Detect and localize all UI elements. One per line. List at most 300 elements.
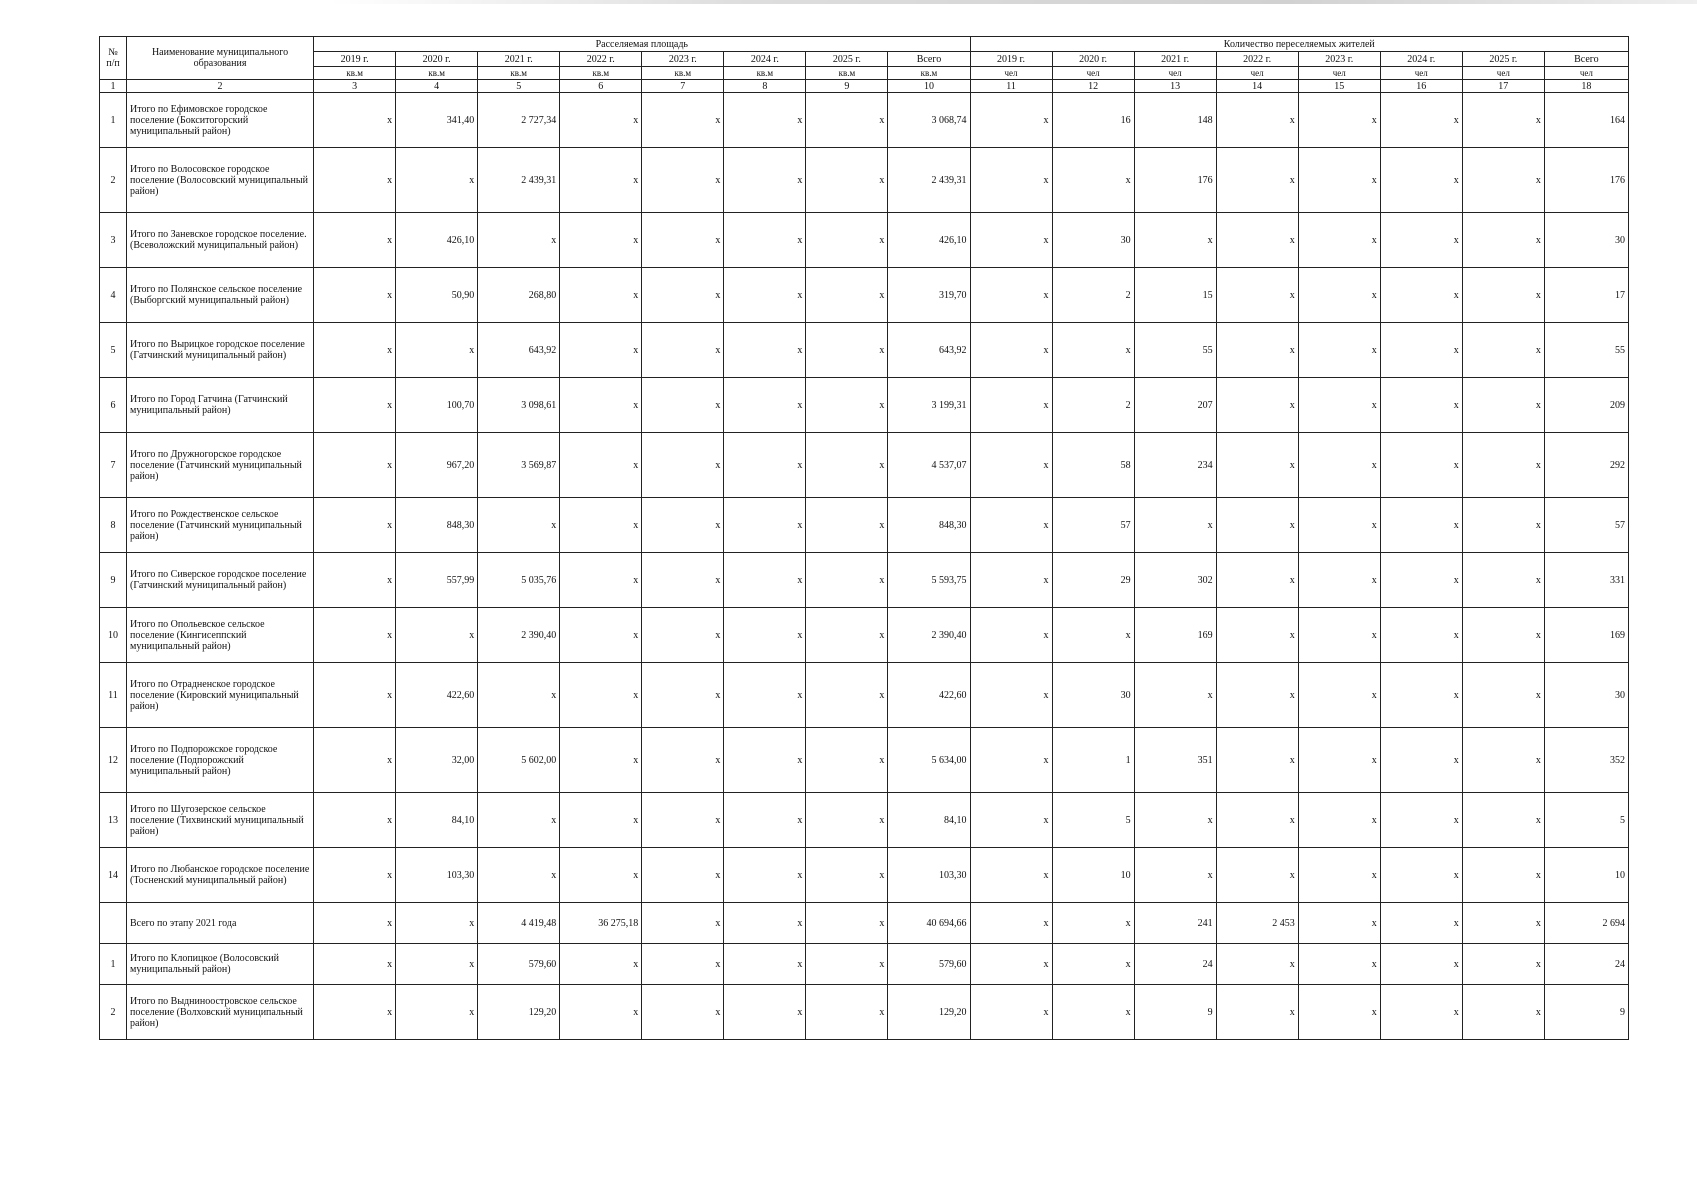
people-cell: x [1216,985,1298,1040]
area-cell: 32,00 [396,728,478,793]
people-cell: x [1216,323,1298,378]
area-unit-header: кв.м [642,67,724,80]
people-cell: 30 [1544,213,1628,268]
people-cell: x [1052,608,1134,663]
people-unit-header: чел [1134,67,1216,80]
area-cell: x [314,433,396,498]
people-cell: x [970,793,1052,848]
people-cell: x [1216,728,1298,793]
people-cell: 302 [1134,553,1216,608]
table-row [100,728,1629,793]
municipality-name: Итого по Отрадненское городское поселение (Кировский муниципальный район) [127,663,314,728]
people-cell: 207 [1134,378,1216,433]
people-cell: 169 [1134,608,1216,663]
people-cell: x [970,268,1052,323]
area-cell: x [560,148,642,213]
people-cell: 148 [1134,93,1216,148]
area-cell: x [724,663,806,728]
people-year-header: 2025 г. [1462,52,1544,67]
people-cell: 5 [1544,793,1628,848]
people-cell: x [1052,944,1134,985]
people-cell: 10 [1544,848,1628,903]
people-cell: x [1216,553,1298,608]
column-number: 13 [1134,80,1216,93]
table-row [100,93,1629,148]
people-cell: x [1380,663,1462,728]
people-cell: x [970,213,1052,268]
municipality-name: Итого по Сиверское городское поселение (Гатчинский муниципальный район) [127,553,314,608]
people-cell: 58 [1052,433,1134,498]
area-cell: x [314,793,396,848]
people-cell: x [1380,93,1462,148]
area-cell: x [724,93,806,148]
area-cell: x [314,498,396,553]
table-row [100,608,1629,663]
people-cell: x [1462,944,1544,985]
area-cell: x [314,848,396,903]
people-cell: x [1462,793,1544,848]
people-cell: 2 694 [1544,903,1628,944]
row-number: 3 [100,213,127,268]
area-year-header: 2019 г. [314,52,396,67]
people-cell: 29 [1052,553,1134,608]
area-cell: x [806,553,888,608]
table-row [100,268,1629,323]
people-cell: x [1298,433,1380,498]
area-cell: x [806,268,888,323]
area-cell: x [724,728,806,793]
area-cell: x [314,148,396,213]
area-unit-header: кв.м [560,67,642,80]
people-cell: x [1216,793,1298,848]
area-cell: x [314,944,396,985]
area-cell: 2 390,40 [888,608,970,663]
people-cell: 234 [1134,433,1216,498]
area-cell: x [724,793,806,848]
people-cell: x [1298,148,1380,213]
area-cell: 422,60 [396,663,478,728]
area-cell: 3 098,61 [478,378,560,433]
area-cell: x [806,93,888,148]
people-cell: 169 [1544,608,1628,663]
people-cell: x [970,378,1052,433]
area-cell: x [396,608,478,663]
people-cell: x [1134,498,1216,553]
people-cell: 2 453 [1216,903,1298,944]
area-cell: x [724,498,806,553]
table-row [100,323,1629,378]
people-cell: x [970,553,1052,608]
table-row [100,148,1629,213]
area-cell: x [314,323,396,378]
people-cell: x [1298,728,1380,793]
area-unit-header: кв.м [396,67,478,80]
people-year-header: 2022 г. [1216,52,1298,67]
row-number: 1 [100,93,127,148]
area-cell: x [560,848,642,903]
people-cell: x [1298,553,1380,608]
municipality-name: Итого по Опольевское сельское поселение (Кингисеппский муниципальный район) [127,608,314,663]
people-cell: 30 [1052,663,1134,728]
people-cell: x [1462,213,1544,268]
column-number: 14 [1216,80,1298,93]
area-cell: x [642,663,724,728]
area-cell: x [724,378,806,433]
area-cell: x [724,213,806,268]
area-cell: 129,20 [478,985,560,1040]
area-cell: x [724,433,806,498]
people-cell: 2 [1052,378,1134,433]
people-cell: x [1216,213,1298,268]
area-cell: x [560,378,642,433]
people-unit-header: чел [1462,67,1544,80]
area-cell: x [560,213,642,268]
area-cell: 422,60 [888,663,970,728]
area-cell: 4 537,07 [888,433,970,498]
col-no-header: № п/п [100,37,127,80]
table-row [100,793,1629,848]
people-cell: 15 [1134,268,1216,323]
people-cell: x [970,498,1052,553]
people-cell: x [970,323,1052,378]
municipality-name: Итого по Рождественское сельское поселение (Гатчинский муниципальный район) [127,498,314,553]
people-cell: x [970,848,1052,903]
area-cell: 3 068,74 [888,93,970,148]
column-number: 4 [396,80,478,93]
area-cell: x [642,93,724,148]
area-cell: 2 727,34 [478,93,560,148]
area-cell: x [560,433,642,498]
people-unit-header: чел [1544,67,1628,80]
people-cell: x [970,148,1052,213]
area-cell: x [314,213,396,268]
area-cell: x [560,553,642,608]
people-cell: 55 [1544,323,1628,378]
people-cell: x [1462,498,1544,553]
people-unit-header: чел [1052,67,1134,80]
area-cell: x [642,378,724,433]
people-unit-header: чел [970,67,1052,80]
scan-edge-artifact [330,0,1697,4]
area-cell: x [478,793,560,848]
people-unit-header: чел [1380,67,1462,80]
people-cell: x [1462,985,1544,1040]
people-cell: x [1380,323,1462,378]
people-unit-header: чел [1216,67,1298,80]
people-cell: 5 [1052,793,1134,848]
area-cell: x [560,728,642,793]
area-cell: 100,70 [396,378,478,433]
area-cell: x [642,498,724,553]
column-number: 18 [1544,80,1628,93]
table-body [100,93,1629,1040]
area-cell: 2 439,31 [478,148,560,213]
people-cell: x [1380,608,1462,663]
area-cell: x [560,663,642,728]
people-cell: 57 [1052,498,1134,553]
people-cell: x [1462,93,1544,148]
people-cell: x [970,93,1052,148]
row-number: 9 [100,553,127,608]
people-cell: 176 [1544,148,1628,213]
area-cell: x [724,148,806,213]
row-number: 14 [100,848,127,903]
people-cell: x [1298,213,1380,268]
table-row [100,985,1629,1040]
area-cell: 4 419,48 [478,903,560,944]
col-name-header: Наименование муниципального образования [127,37,314,80]
people-cell: 352 [1544,728,1628,793]
row-number: 12 [100,728,127,793]
people-cell: x [970,903,1052,944]
area-cell: x [560,498,642,553]
area-cell: 2 439,31 [888,148,970,213]
area-cell: x [642,985,724,1040]
area-unit-header: кв.м [314,67,396,80]
people-cell: x [1298,903,1380,944]
table-row [100,553,1629,608]
area-cell: x [396,944,478,985]
people-cell: x [1380,378,1462,433]
area-cell: x [314,608,396,663]
area-cell: x [396,903,478,944]
people-cell: 164 [1544,93,1628,148]
people-cell: 9 [1134,985,1216,1040]
column-number: 3 [314,80,396,93]
area-cell: x [642,608,724,663]
area-cell: x [396,323,478,378]
people-cell: x [1216,944,1298,985]
area-cell: x [560,268,642,323]
area-cell: 557,99 [396,553,478,608]
people-cell: x [1380,793,1462,848]
area-cell: x [642,848,724,903]
people-cell: x [1462,553,1544,608]
column-number: 7 [642,80,724,93]
area-cell: x [314,903,396,944]
people-year-header: 2021 г. [1134,52,1216,67]
area-cell: x [478,663,560,728]
area-cell: x [724,944,806,985]
area-cell: x [806,323,888,378]
area-cell: x [314,985,396,1040]
people-cell: x [1298,323,1380,378]
municipality-name: Итого по Дружногорское городское поселение (Гатчинский муниципальный район) [127,433,314,498]
area-cell: x [478,848,560,903]
people-cell: x [1216,663,1298,728]
people-cell: 24 [1544,944,1628,985]
area-cell: x [724,608,806,663]
people-cell: 30 [1544,663,1628,728]
people-cell: x [1380,213,1462,268]
people-cell: x [1298,608,1380,663]
municipality-name: Итого по Шугозерское сельское поселение (Тихвинский муниципальный район) [127,793,314,848]
area-cell: x [642,553,724,608]
area-cell: x [314,553,396,608]
people-cell: 57 [1544,498,1628,553]
people-cell: 351 [1134,728,1216,793]
municipality-name: Всего по этапу 2021 года [127,903,314,944]
people-cell: 17 [1544,268,1628,323]
people-cell: x [1462,903,1544,944]
row-number: 2 [100,985,127,1040]
people-cell: x [1134,848,1216,903]
people-cell: x [1298,268,1380,323]
area-cell: x [806,663,888,728]
area-cell: x [478,498,560,553]
column-number: 5 [478,80,560,93]
people-unit-header: чел [1298,67,1380,80]
people-cell: x [1216,608,1298,663]
people-cell: 176 [1134,148,1216,213]
people-cell: x [1298,944,1380,985]
area-cell: x [314,728,396,793]
column-number: 1 [100,80,127,93]
area-cell: 643,92 [478,323,560,378]
area-cell: x [724,268,806,323]
area-cell: x [806,793,888,848]
people-cell: x [1380,148,1462,213]
area-cell: x [806,985,888,1040]
units-header-row [100,67,1629,80]
area-cell: 579,60 [888,944,970,985]
area-cell: x [806,608,888,663]
people-cell: x [1380,268,1462,323]
people-cell: x [1216,148,1298,213]
people-cell: 292 [1544,433,1628,498]
years-header-row [100,52,1629,67]
people-cell: x [1216,268,1298,323]
people-cell: x [1134,793,1216,848]
people-cell: x [1216,93,1298,148]
municipality-name: Итого по Полянское сельское поселение (Выборгский муниципальный район) [127,268,314,323]
area-cell: x [560,944,642,985]
people-cell: 2 [1052,268,1134,323]
area-cell: x [560,323,642,378]
area-year-header: 2023 г. [642,52,724,67]
people-cell: 9 [1544,985,1628,1040]
area-cell: 3 199,31 [888,378,970,433]
table-row [100,378,1629,433]
people-cell: x [1216,848,1298,903]
people-year-header: 2019 г. [970,52,1052,67]
table-row [100,433,1629,498]
row-number [100,903,127,944]
area-cell: x [724,553,806,608]
area-cell: 5 602,00 [478,728,560,793]
area-unit-header: кв.м [724,67,806,80]
area-year-header: 2022 г. [560,52,642,67]
people-group-header: Количество переселяемых жителей [970,37,1629,52]
area-cell: x [642,148,724,213]
people-cell: x [1380,985,1462,1040]
people-year-header: Всего [1544,52,1628,67]
area-unit-header: кв.м [888,67,970,80]
column-number: 8 [724,80,806,93]
table-row [100,498,1629,553]
area-cell: 426,10 [396,213,478,268]
column-number: 11 [970,80,1052,93]
column-number: 17 [1462,80,1544,93]
people-cell: 55 [1134,323,1216,378]
resettlement-table [99,36,1629,1040]
area-unit-header: кв.м [478,67,560,80]
table-row [100,903,1629,944]
row-number: 2 [100,148,127,213]
people-cell: x [1462,148,1544,213]
people-cell: x [1052,985,1134,1040]
area-cell: x [396,148,478,213]
people-cell: x [1298,498,1380,553]
municipality-name: Итого по Город Гатчина (Гатчинский муниципальный район) [127,378,314,433]
people-cell: x [1216,378,1298,433]
area-cell: 129,20 [888,985,970,1040]
people-cell: 241 [1134,903,1216,944]
people-cell: x [1462,378,1544,433]
municipality-name: Итого по Волосовское городское поселение (Волосовский муниципальный район) [127,148,314,213]
area-cell: x [560,608,642,663]
people-year-header: 2020 г. [1052,52,1134,67]
area-cell: 84,10 [888,793,970,848]
people-cell: x [1298,985,1380,1040]
area-cell: x [314,93,396,148]
people-cell: x [1298,848,1380,903]
area-cell: x [314,663,396,728]
area-cell: x [642,728,724,793]
area-cell: x [642,944,724,985]
area-cell: 967,20 [396,433,478,498]
municipality-name: Итого по Выдниноостровское сельское поселение (Волховский муниципальный район) [127,985,314,1040]
area-cell: x [806,213,888,268]
area-cell: x [806,378,888,433]
area-cell: x [478,213,560,268]
people-cell: 1 [1052,728,1134,793]
row-number: 11 [100,663,127,728]
area-cell: x [642,268,724,323]
area-cell: 848,30 [396,498,478,553]
municipality-name: Итого по Заневское городское поселение. (Всеволожский муниципальный район) [127,213,314,268]
people-cell: x [1052,148,1134,213]
people-cell: x [1462,268,1544,323]
column-number: 10 [888,80,970,93]
people-cell: x [1462,663,1544,728]
people-cell: x [1216,433,1298,498]
people-cell: x [1380,728,1462,793]
area-cell: x [724,323,806,378]
area-cell: x [560,985,642,1040]
table-row [100,213,1629,268]
area-cell: 5 035,76 [478,553,560,608]
area-cell: x [396,985,478,1040]
area-cell: x [642,903,724,944]
area-cell: 319,70 [888,268,970,323]
area-year-header: Всего [888,52,970,67]
people-cell: x [1462,728,1544,793]
area-cell: 848,30 [888,498,970,553]
row-number: 4 [100,268,127,323]
area-cell: 103,30 [396,848,478,903]
table-row [100,944,1629,985]
area-cell: 5 634,00 [888,728,970,793]
area-cell: x [806,728,888,793]
table-row [100,848,1629,903]
area-cell: x [806,498,888,553]
area-group-header: Расселяемая площадь [314,37,970,52]
area-year-header: 2020 г. [396,52,478,67]
municipality-name: Итого по Подпорожское городское поселение (Подпорожский муниципальный район) [127,728,314,793]
column-number: 2 [127,80,314,93]
area-cell: x [314,268,396,323]
